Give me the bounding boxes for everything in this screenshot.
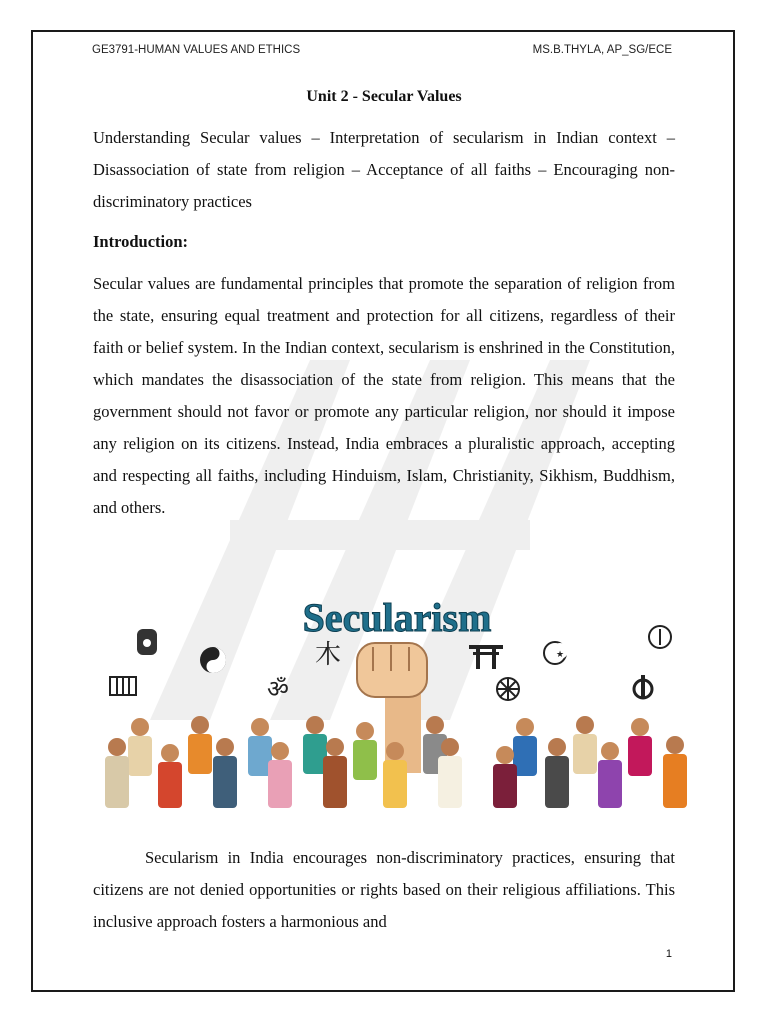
illustration-banner: Secularism bbox=[302, 595, 492, 640]
person bbox=[188, 716, 212, 774]
yin-yang-icon bbox=[200, 647, 226, 673]
crescent-star-icon bbox=[544, 642, 568, 664]
person bbox=[213, 738, 237, 808]
person bbox=[323, 738, 347, 808]
unitarian-chalice-icon bbox=[649, 626, 671, 648]
topics-paragraph: Understanding Secular values – Interpretation of secularism in Indian context – Disassociation of state from religion – Acceptance of all faiths – Encouraging non-discriminatory practices bbox=[93, 128, 675, 211]
person bbox=[438, 738, 462, 808]
person bbox=[105, 738, 129, 808]
om-icon: ॐ bbox=[267, 675, 289, 703]
page-number: 1 bbox=[665, 948, 672, 960]
secularism-illustration bbox=[95, 585, 700, 813]
person bbox=[268, 742, 292, 808]
page-title: Unit 2 - Secular Values bbox=[306, 88, 462, 105]
person bbox=[598, 742, 622, 808]
closing-paragraph: Secularism in India encourages non-discriminatory practices, ensuring that citizens are not denied opportunities or rights based on their religious affiliations. This inclusive approach fosters a harmonious and bbox=[93, 848, 675, 931]
person bbox=[573, 716, 597, 774]
person bbox=[628, 718, 652, 776]
intro-heading: Introduction: bbox=[93, 232, 189, 251]
temple-icon bbox=[110, 677, 136, 695]
person bbox=[353, 722, 377, 780]
person bbox=[128, 718, 152, 776]
header-course: GE3791-HUMAN VALUES AND ETHICS bbox=[92, 44, 301, 56]
person bbox=[158, 744, 182, 808]
svg-text:★: ★ bbox=[556, 650, 565, 660]
kanji-tree-icon: 木 bbox=[315, 640, 342, 670]
header-author: MS.B.THYLA, AP_SG/ECE bbox=[532, 44, 672, 56]
person bbox=[545, 738, 569, 808]
dharma-wheel-icon bbox=[497, 678, 519, 700]
torii-icon bbox=[469, 645, 503, 669]
hamsa-icon bbox=[137, 629, 157, 655]
person bbox=[493, 746, 517, 808]
khanda-icon bbox=[634, 675, 652, 699]
person bbox=[663, 736, 687, 808]
person bbox=[383, 742, 407, 808]
intro-paragraph: Secular values are fundamental principles that promote the separation of religion from the state, ensuring equal treatment and protection for all citizens, regardless of their faith or belief system. In the Indian context, secularism is enshrined in the Constitution, which mandates the disassociation of the state from religion. This means that the government should not favor or promote any particular religion, nor should it impose any religion on its citizens. Instead, India embraces a pluralistic approach, accepting and respecting all faiths, including Hinduism, Islam, Christianity, Sikhism, Buddhism, and others. bbox=[93, 274, 675, 517]
